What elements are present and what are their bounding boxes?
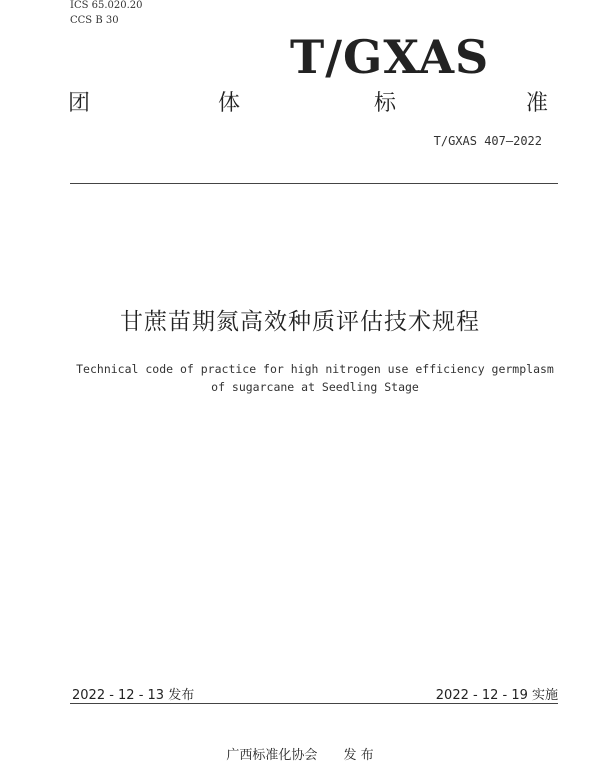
- top-divider: [70, 183, 558, 184]
- standard-kind-char: 准: [526, 91, 549, 116]
- effective-date: 2022 - 12 - 19 实施: [435, 688, 558, 703]
- standard-kind-char: 体: [218, 91, 241, 116]
- standard-kind-char: 标: [374, 91, 397, 116]
- publish-label: 发 布: [343, 748, 374, 763]
- publisher-line: [0, 744, 600, 763]
- publisher-name: 广西标准化协会: [226, 748, 318, 763]
- chinese-title: 甘蔗苗期氮高效种质评估技术规程: [120, 309, 480, 335]
- document-number: T/GXAS 407—2022: [433, 134, 542, 148]
- english-title-line-2: of sugarcane at Seedling Stage: [211, 380, 419, 394]
- ics-code: ICS 65.020.20: [70, 0, 143, 11]
- standard-kind-heading: [60, 86, 560, 116]
- bottom-divider: [70, 703, 558, 704]
- standard-brand-logo: T/GXAS: [290, 30, 490, 84]
- issue-date: 2022 - 12 - 13 发布: [72, 688, 195, 703]
- standard-kind-char: 团: [68, 91, 91, 116]
- ccs-code: CCS B 30: [70, 15, 119, 26]
- english-title-line-1: Technical code of practice for high nitrogen use efficiency germplasm: [76, 362, 554, 376]
